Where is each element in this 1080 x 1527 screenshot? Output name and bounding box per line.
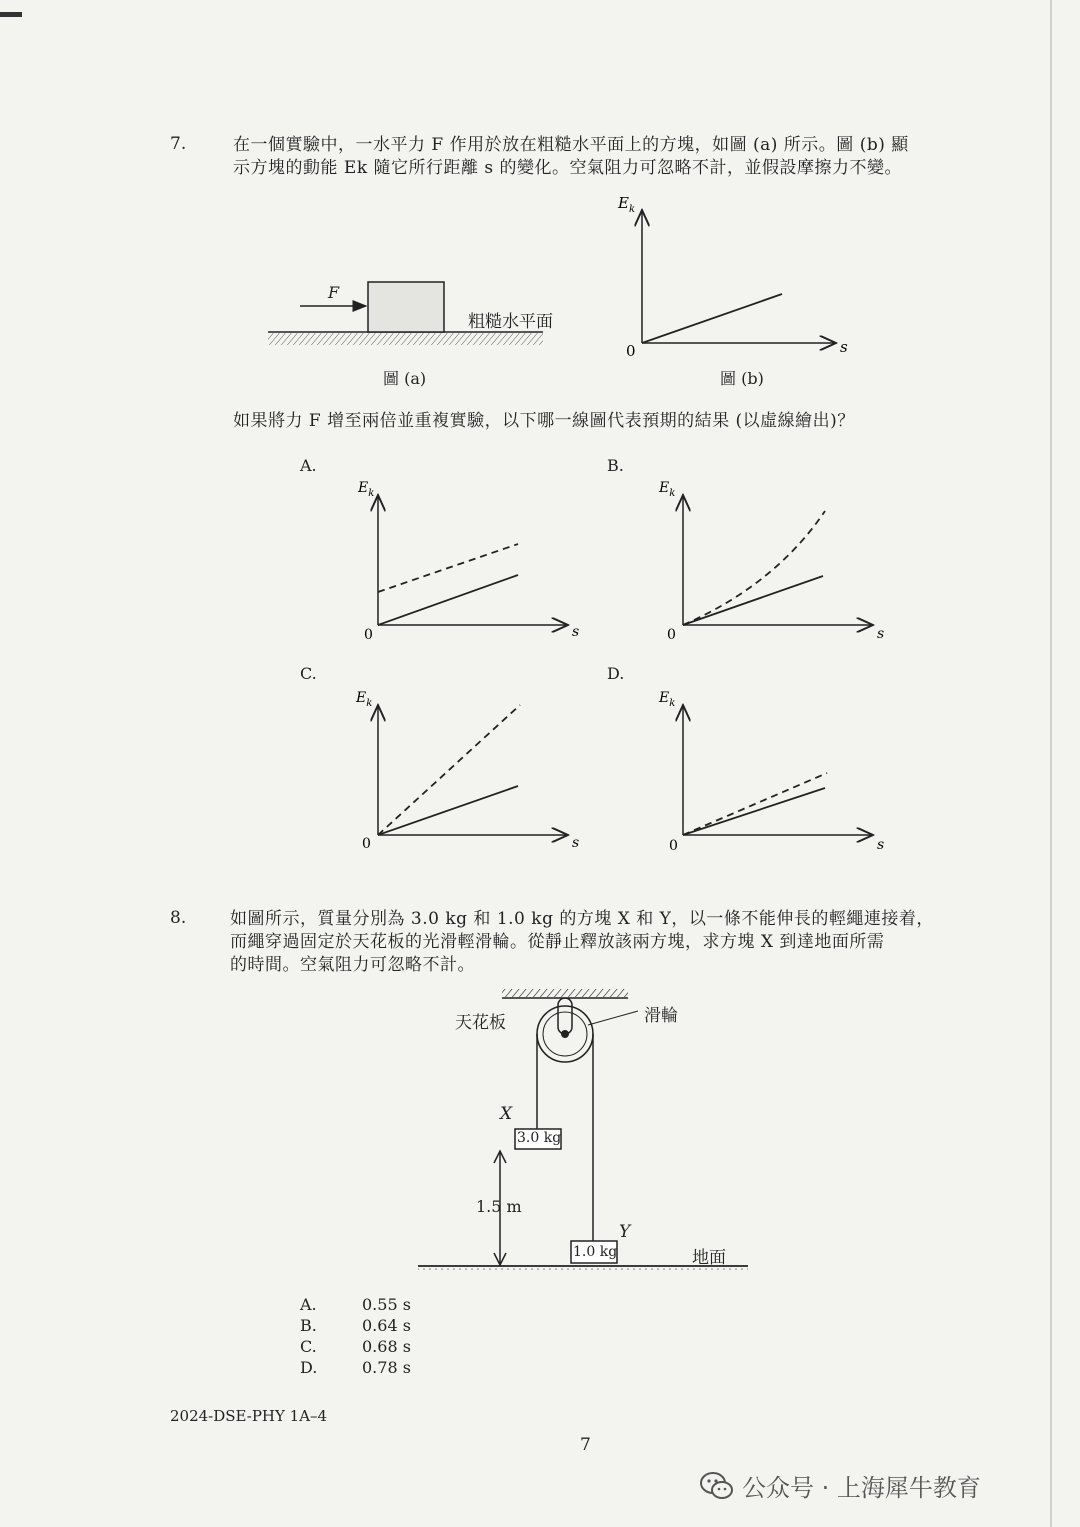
scan-corner-mark xyxy=(0,12,22,17)
watermark xyxy=(700,1468,981,1503)
option-c-graph[interactable] xyxy=(352,685,592,855)
origin-label: 0 xyxy=(669,838,678,854)
pulley-label: 滑輪 xyxy=(644,1006,678,1026)
x-label: s xyxy=(877,626,885,642)
block-y-mass: 1.0 kg xyxy=(573,1244,618,1260)
ground-label: 地面 xyxy=(692,1248,726,1268)
y-label: $E_k$ xyxy=(358,480,375,499)
q8-number: 8. xyxy=(170,908,187,928)
option-c-letter[interactable]: C. xyxy=(300,664,317,683)
height-label: 1.5 m xyxy=(476,1197,522,1216)
block xyxy=(368,282,444,332)
ek-curve-dashed xyxy=(683,511,825,625)
ceiling-label: 天花板 xyxy=(455,1013,506,1033)
option-b-letter[interactable]: B. xyxy=(607,456,624,475)
block-x-mass: 3.0 kg xyxy=(517,1130,562,1146)
wechat-icon xyxy=(700,1471,734,1501)
option-a-graph[interactable] xyxy=(352,475,592,645)
option-b-graph[interactable] xyxy=(655,475,895,645)
page-number: 7 xyxy=(580,1435,591,1455)
paper-code: 2024-DSE-PHY 1A–4 xyxy=(170,1407,328,1425)
y-label: $E_k$ xyxy=(356,690,373,709)
origin-label: 0 xyxy=(667,627,676,643)
x-label: s xyxy=(840,338,848,356)
q7-question: 如果將力 F 增至兩倍並重複實驗，以下哪一線圖代表預期的結果 (以虛線繪出)？ xyxy=(233,411,855,431)
page-edge xyxy=(1050,0,1052,1527)
ek-line-solid xyxy=(378,575,518,625)
q8-option-b[interactable]: B. 0.64 s xyxy=(300,1316,411,1335)
option-d-letter[interactable]: D. xyxy=(607,664,625,683)
x-label: s xyxy=(572,835,580,851)
q8-option-a[interactable]: A. 0.55 s xyxy=(300,1295,411,1314)
q7-text-line2: 示方塊的動能 Ek 隨它所行距離 s 的變化。空氣阻力可忽略不計，並假設摩擦力不變。 xyxy=(233,158,903,178)
q7-text-line1: 在一個實驗中，一水平力 F 作用於放在粗糙水平面上的方塊，如圖 (a) 所示。圖 (b) 顯 xyxy=(233,135,909,155)
origin-label: 0 xyxy=(626,342,636,360)
ek-line-dashed xyxy=(683,773,827,835)
y-label: $E_k$ xyxy=(659,480,676,499)
origin-label: 0 xyxy=(364,627,373,643)
y-label: $E_k$ xyxy=(659,690,676,709)
fig-a-caption: 圖 (a) xyxy=(383,369,427,388)
q7-figure-b xyxy=(600,190,870,370)
ceiling-hatch xyxy=(502,989,628,997)
q7-number: 7. xyxy=(170,134,187,154)
block-y-label: Y xyxy=(619,1222,631,1242)
fig-b-caption: 圖 (b) xyxy=(720,369,764,388)
ek-line-dashed xyxy=(378,705,520,835)
q8-text-line2: 而繩穿過固定於天花板的光滑輕滑輪。從靜止釋放該兩方塊，求方塊 X 到達地面所需 xyxy=(230,932,885,952)
pulley-mount xyxy=(558,998,572,1034)
option-d-graph[interactable] xyxy=(655,685,895,855)
force-label: F xyxy=(328,283,340,302)
ek-line-dashed xyxy=(378,544,518,592)
q8-text-line3: 的時間。空氣阻力可忽略不計。 xyxy=(230,955,475,975)
x-label: s xyxy=(572,624,580,640)
x-label: s xyxy=(877,837,885,853)
rough-surface-hatch xyxy=(268,333,543,345)
pulley-label-leader xyxy=(588,1011,638,1025)
q8-text-line1: 如圖所示，質量分別為 3.0 kg 和 1.0 kg 的方塊 X 和 Y，以一條不能伸長的輕繩連接着， xyxy=(230,909,934,929)
option-a-letter[interactable]: A. xyxy=(300,456,317,475)
ek-line-solid xyxy=(683,788,825,835)
y-label: $E_k$ xyxy=(618,194,636,215)
origin-label: 0 xyxy=(362,836,371,852)
ek-line-solid xyxy=(683,576,823,625)
q8-option-c[interactable]: C. 0.68 s xyxy=(300,1337,411,1356)
ek-line-solid xyxy=(642,294,782,343)
watermark-text: 公众号 · 上海犀牛教育 xyxy=(742,1474,981,1502)
block-x-label: X xyxy=(500,1104,513,1124)
q8-option-d[interactable]: D. 0.78 s xyxy=(300,1358,411,1377)
pulley-axle xyxy=(561,1030,569,1038)
surface-label: 粗糙水平面 xyxy=(468,312,553,332)
ek-line-solid xyxy=(378,786,518,835)
